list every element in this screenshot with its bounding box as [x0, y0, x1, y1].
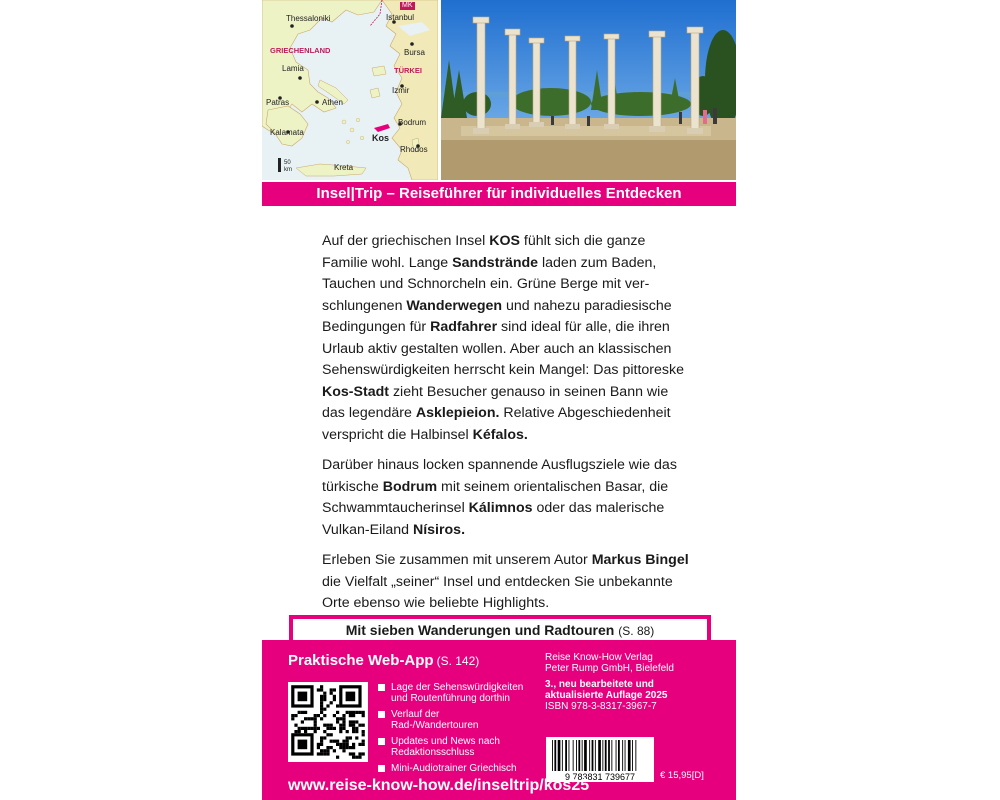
qr-code[interactable] [288, 682, 368, 762]
map-label-griechenland: GRIECHENLAND [270, 46, 331, 55]
locator-map [262, 0, 438, 180]
description-paragraph-1: Auf der griechischen Insel KOS fühlt sich die ganze Familie wohl. Lange Sandstrände laden zum Baden, Tauchen und Schnorcheln ein. Grüne Berge mit verschlungenen Wanderwegen und nahezu paradiesische Bedingungen für Radfahrer sind ideal für alle, die ihren Urlaub aktiv gestalten wollen. Aber auch an klassischen Sehenswürdigkeiten herrscht kein Mangel: Das pittoreske Kos-Stadt zieht Besucher genauso in seinen Bann wie das legendäre Asklepieion. Relative Abgeschiedenheit verspricht die Halbinsel Kéfalos. [322, 233, 684, 443]
bullet-square-icon [378, 738, 385, 745]
map-label-lamia: Lamia [282, 64, 304, 73]
edition-line-1: 3., neu bearbeitete und [545, 679, 654, 690]
barcode-digits: 9 783831 739677 [564, 772, 636, 782]
bullet-square-icon [378, 765, 385, 772]
map-label-kalamata: Kalamata [270, 128, 304, 137]
hikes-page-ref: (S. 88) [618, 624, 655, 638]
isbn-barcode [546, 737, 654, 782]
publisher-info [545, 652, 725, 712]
webapp-feature-item: Lage der Sehenswürdigkeiten und Routenführung dorthin [378, 682, 528, 704]
map-label-patras: Patras [266, 98, 290, 107]
price: € 15,95[D] [660, 770, 704, 781]
map-label-rhodos: Rhodos [400, 145, 428, 154]
edition-line-2: aktualisierte Auflage 2025 [545, 690, 668, 701]
bullet-square-icon [378, 711, 385, 718]
back-cover [262, 0, 736, 800]
map-label-kos: Kos [372, 133, 390, 143]
webapp-feature-list [378, 682, 528, 779]
webapp-page-ref: (S. 142) [436, 654, 480, 668]
map-label-athen: Athen [322, 98, 343, 107]
map-label-mk: MK [402, 2, 413, 9]
photo-illustration [441, 0, 736, 180]
hikes-label: Mit sieben Wanderungen und Radtouren [345, 622, 615, 638]
website-link[interactable]: www.reise-know-how.de/inseltrip/kos25 [288, 777, 590, 794]
map-label-tuerkei: TÜRKEI [394, 66, 422, 75]
publisher-company: Peter Rump GmbH, Bielefeld [545, 663, 674, 674]
description-text [322, 231, 692, 624]
webapp-feature-item: Updates und News nach Redaktionsschluss [378, 736, 528, 758]
webapp-heading [288, 652, 479, 669]
isbn: ISBN 978-3-8317-3967-7 [545, 701, 657, 712]
webapp-title: Praktische Web-App [288, 652, 434, 669]
info-panel [262, 640, 736, 800]
asklepieion-photo [441, 0, 736, 180]
map-label-bodrum: Bodrum [398, 118, 427, 127]
map-label-bursa: Bursa [404, 48, 425, 57]
map-label-kreta: Kreta [334, 163, 354, 172]
map-label-thessaloniki: Thessaloniki [286, 14, 331, 23]
publisher-name: Reise Know-How Verlag [545, 652, 653, 663]
bullet-square-icon [378, 684, 385, 691]
description-paragraph-2: Darüber hinaus locken spannende Ausflugsziele wie das türkische Bodrum mit seinem orientalischen Basar, die Schwammtaucherinsel Kálimnos oder das malerische Vulkan-Eiland Nísiros. [322, 457, 677, 538]
map-scale-unit: km [284, 167, 292, 173]
map-label-istanbul: Istanbul [386, 13, 415, 22]
description-paragraph-3: Erleben Sie zusammen mit unserem Autor Markus Bingel die Vielfalt „seiner“ Insel und entdecken Sie unbekannte Orte ebenso wie beliebte Highlights. [322, 552, 689, 611]
webapp-feature-item: Verlauf der Rad-/Wandertouren [378, 709, 528, 731]
map-scale-value: 50 [284, 160, 291, 166]
series-banner: Insel|Trip – Reiseführer für individuelles Entdecken [262, 182, 736, 206]
map-label-izmir: Izmir [392, 86, 410, 95]
webapp-feature-item: Mini-Audiotrainer Griechisch [378, 763, 528, 774]
hikes-box [289, 615, 711, 640]
